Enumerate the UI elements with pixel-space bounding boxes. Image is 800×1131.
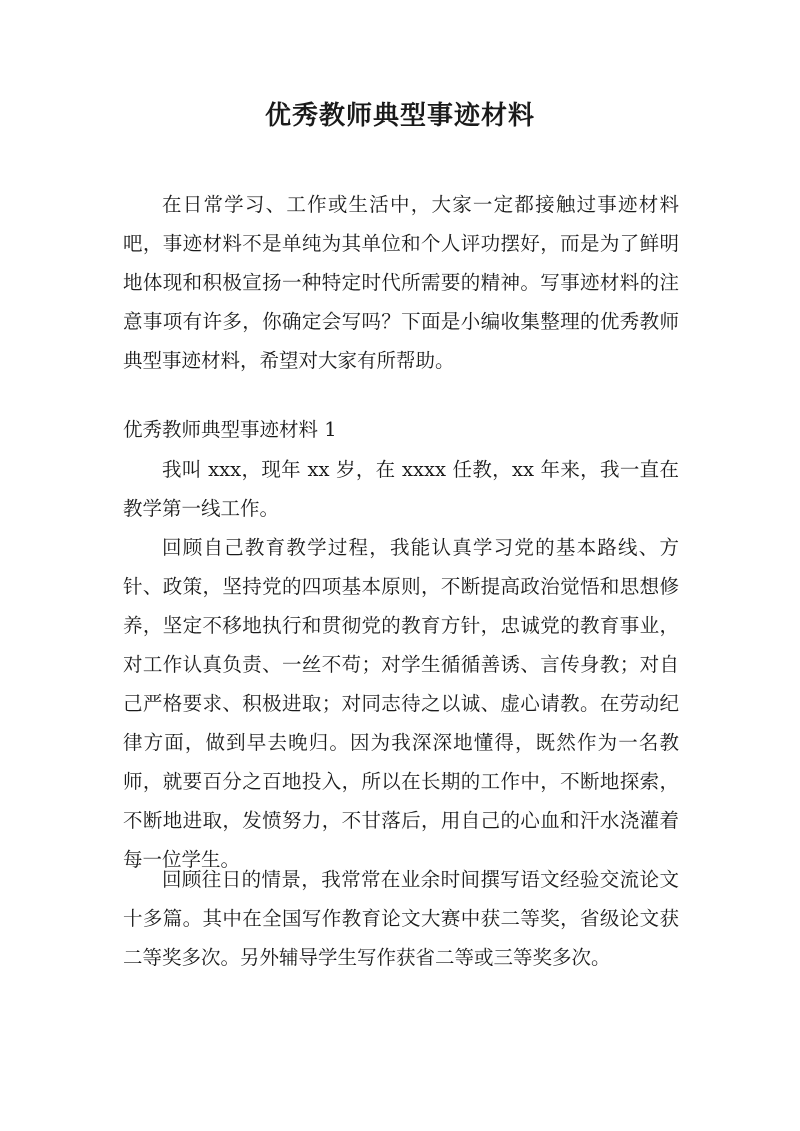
body-paragraph-3: 回顾往日的情景，我常常在业余时间撰写语文经验交流论文十多篇。其中在全国写作教育论文大赛中获二等奖，省级论文获二等奖多次。另外辅导学生写作获省二等或三等奖多次。 xyxy=(123,868,679,969)
body-paragraph-2: 回顾自己教育教学过程，我能认真学习党的基本路线、方针、政策，坚持党的四项基本原则，不断提高政治觉悟和思想修养，坚定不移地执行和贯彻党的教育方针，忠诚党的教育事业，对工作认真负责、一丝不苟；对学生循循善诱、言传身教；对自己严格要求、积极进取；对同志待之以诚、虚心请教。在劳动纪律方面，做到早去晚归。因为我深深地懂得，既然作为一名教师，就要百分之百地投入，所以在长期的工作中，不断地探索，不断地进取，发愤努力，不甘落后，用自己的心血和汗水浇灌着每一位学生。 xyxy=(123,536,679,871)
section-heading: 优秀教师典型事迹材料 1 xyxy=(123,418,337,441)
intro-paragraph: 在日常学习、工作或生活中，大家一定都接触过事迹材料吧，事迹材料不是单纯为其单位和个人评功摆好，而是为了鲜明地体现和积极宣扬一种特定时代所需要的精神。写事迹材料的注意事项有许多，你确定会写吗？下面是小编收集整理的优秀教师典型事迹材料，希望对大家有所帮助。 xyxy=(123,193,679,372)
document-title: 优秀教师典型事迹材料 xyxy=(264,101,535,131)
body-paragraph-1: 我叫 xxx，现年 xx 岁，在 xxxx 任教，xx 年来，我一直在教学第一线工作。 xyxy=(123,458,679,520)
